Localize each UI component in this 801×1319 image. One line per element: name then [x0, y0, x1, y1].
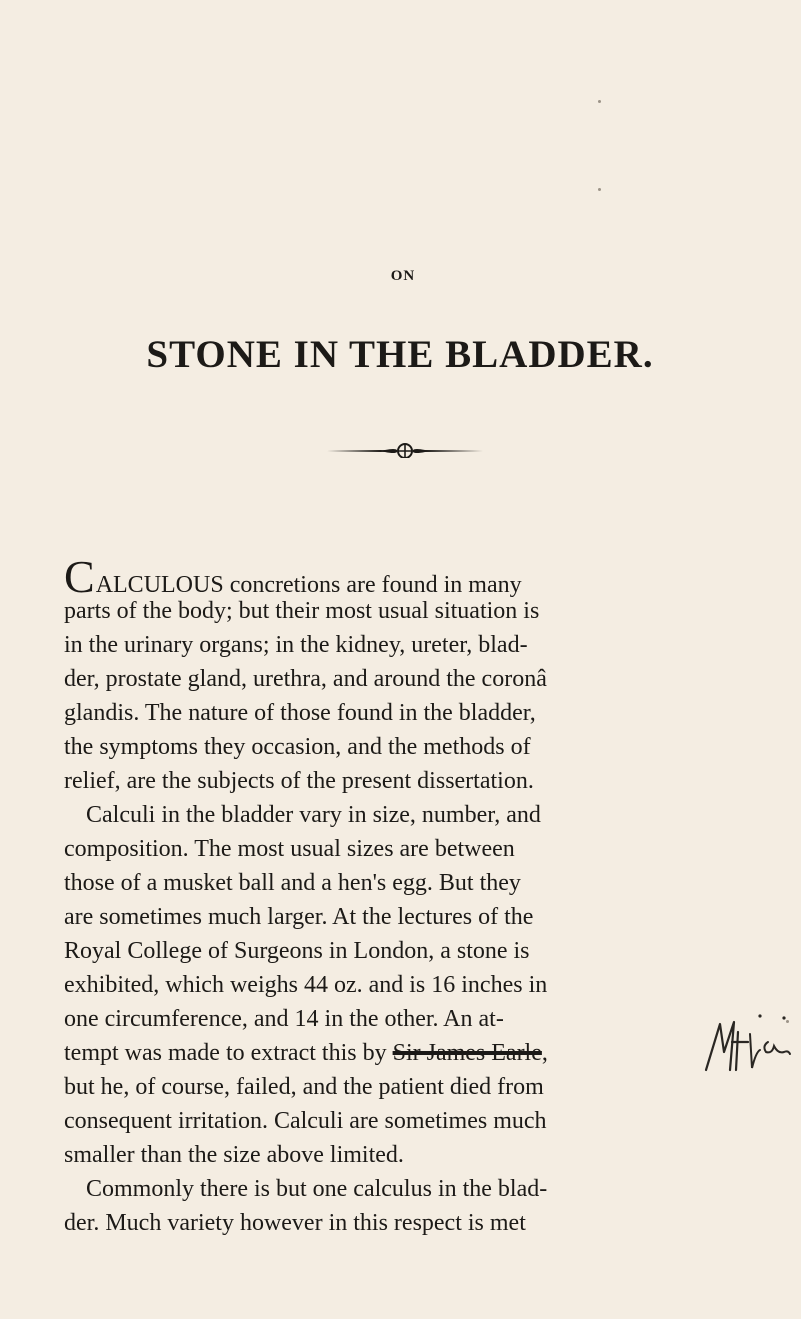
text-line: Calculi in the bladder vary in size, number, and — [86, 802, 541, 828]
handwritten-annotation-icon — [698, 1012, 798, 1082]
text-line: der. Much variety however in this respect is met — [64, 1210, 526, 1236]
paper-speck — [786, 1020, 789, 1023]
struck-out-name: Sir James Earle — [392, 1040, 542, 1066]
text-line: glandis. The nature of those found in the bladder, — [64, 700, 536, 726]
text-line: parts of the body; but their most usual situation is — [64, 598, 540, 624]
body-text — [64, 551, 714, 1240]
line-text: , — [541, 1040, 548, 1066]
page-title: STONE IN THE BLADDER. — [146, 333, 654, 376]
drop-cap: C — [64, 551, 95, 602]
text-line: one circumference, and 14 in the other. An at- — [64, 1006, 504, 1032]
line-text: tempt was made to extract this by — [64, 1040, 393, 1066]
text-line: Commonly there is but one calculus in the blad- — [86, 1176, 548, 1202]
text-line — [64, 1036, 714, 1070]
text-line: exhibited, which weighs 44 oz. and is 16 inches in — [64, 972, 548, 998]
first-line-text: ALCULOUS concretions are found in many — [95, 572, 522, 598]
paper-speck — [598, 100, 601, 103]
text-line: consequent irritation. Calculi are sometimes much — [64, 1108, 547, 1134]
text-line: Royal College of Surgeons in London, a stone is — [64, 938, 530, 964]
text-line: those of a musket ball and a hen's egg. But they — [64, 870, 521, 896]
text-line: der, prostate gland, urethra, and around the coronâ — [64, 666, 547, 692]
text-line — [64, 551, 714, 602]
text-line: composition. The most usual sizes are between — [64, 836, 515, 862]
text-line: are sometimes much larger. At the lectures of the — [64, 904, 534, 930]
text-line: the symptoms they occasion, and the methods of — [64, 734, 531, 760]
ornament-divider-icon — [325, 442, 485, 458]
text-line: but he, of course, failed, and the patient died from — [64, 1074, 544, 1100]
heading-on: ON — [390, 268, 416, 284]
text-line: relief, are the subjects of the present dissertation. — [64, 768, 534, 794]
text-line: in the urinary organs; in the kidney, ureter, blad- — [64, 632, 528, 658]
paper-speck — [598, 188, 601, 191]
text-line: smaller than the size above limited. — [64, 1142, 404, 1168]
